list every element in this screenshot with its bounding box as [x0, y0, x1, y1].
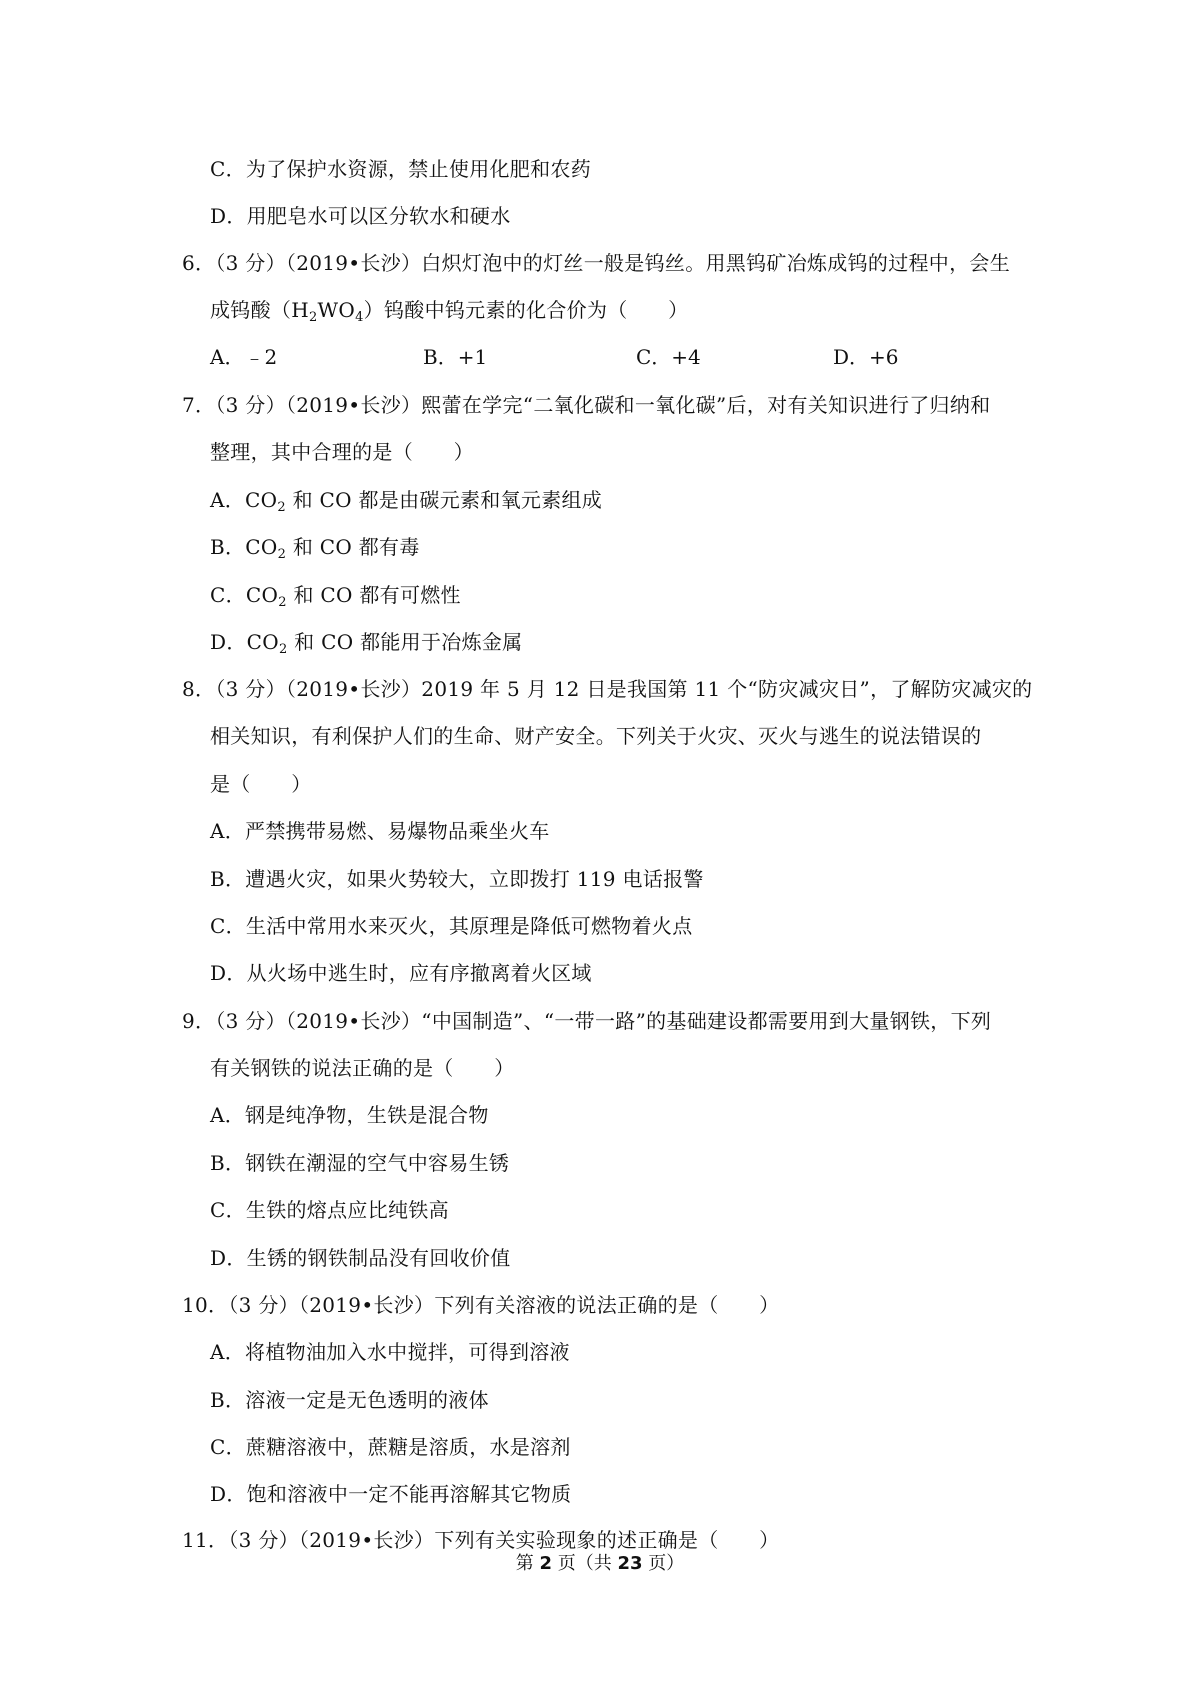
- q5-option-d: D．用肥皂水可以区分软水和硬水: [210, 204, 511, 228]
- total-page-count: 23: [617, 1553, 643, 1574]
- q10-stem-line-1: 10．（3 分）（2019•长沙）下列有关溶液的说法正确的是（ ）: [182, 1293, 780, 1317]
- q9-stem-line-1: 9．（3 分）（2019•长沙）“中国制造”、“一带一路”的基础建设都需要用到大量钢铁，下列: [182, 1009, 992, 1033]
- q8-stem-line-3: 是（ ）: [210, 772, 312, 796]
- q6-option-d: D．+6: [833, 345, 899, 369]
- q6-option-a: A．﹣2: [210, 345, 278, 369]
- q9-option-d: D．生锈的钢铁制品没有回收价值: [210, 1246, 511, 1270]
- q7-option-d: D．$CO_2$ 和 CO 都能用于冶炼金属: [210, 630, 523, 657]
- q7-option-a: A．$CO_2$ 和 CO 都是由碳元素和氧元素组成: [210, 488, 603, 515]
- q10-option-a: A．将植物油加入水中搅拌，可得到溶液: [210, 1340, 570, 1364]
- q8-stem-line-1: 8．（3 分）（2019•长沙）2019 年 5 月 12 日是我国第 11 个“防灾减灾日”，了解防灾减灾的: [182, 677, 1033, 701]
- q8-stem-line-2: 相关知识，有利保护人们的生命、财产安全。下列关于火灾、灭火与逃生的说法错误的: [210, 724, 982, 748]
- q9-stem-line-2: 有关钢铁的说法正确的是（ ）: [210, 1056, 515, 1080]
- q10-option-b: B．溶液一定是无色透明的液体: [210, 1388, 489, 1412]
- q7-stem-line-2: 整理，其中合理的是（ ）: [210, 440, 474, 464]
- q7-option-b: B．$CO_2$ 和 CO 都有毒: [210, 535, 420, 562]
- q6-options-row: [210, 344, 910, 370]
- q7-option-c: C．$CO_2$ 和 CO 都有可燃性: [210, 583, 461, 610]
- q10-option-d: D．饱和溶液中一定不能再溶解其它物质: [210, 1482, 572, 1506]
- q6-option-b: B．+1: [423, 345, 488, 369]
- q6-option-c: C．+4: [636, 345, 701, 369]
- q5-option-c: C．为了保护水资源，禁止使用化肥和农药: [210, 157, 592, 181]
- current-page-number: 2: [539, 1553, 552, 1574]
- q9-option-c: C．生铁的熔点应比纯铁高: [210, 1198, 449, 1222]
- q6-stem-line-2: 成钨酸$(H_2WO_4)$钨酸中钨元素的化合价为（ ）: [210, 298, 689, 325]
- page-footer: 第 2 页（共 23 页）: [515, 1553, 685, 1574]
- q8-option-a: A．严禁携带易燃、易爆物品乘坐火车: [210, 819, 550, 843]
- q10-option-c: C．蔗糖溶液中，蔗糖是溶质，水是溶剂: [210, 1435, 571, 1459]
- q9-option-b: B．钢铁在潮湿的空气中容易生锈: [210, 1151, 510, 1175]
- q8-option-c: C．生活中常用水来灭火，其原理是降低可燃物着火点: [210, 914, 693, 938]
- q6-stem-line-1: 6．（3 分）（2019•长沙）白炽灯泡中的灯丝一般是钨丝。用黑钨矿冶炼成钨的过程中，会生: [182, 251, 1011, 275]
- q8-option-d: D．从火场中逃生时，应有序撤离着火区域: [210, 961, 592, 985]
- q11-stem-line-1: 11．（3 分）（2019•长沙）下列有关实验现象的述正确是（ ）: [182, 1528, 780, 1552]
- q8-option-b: B．遭遇火灾，如果火势较大，立即拨打 119 电话报警: [210, 867, 704, 891]
- q7-stem-line-1: 7．（3 分）（2019•长沙）熙蕾在学完“二氧化碳和一氧化碳”后，对有关知识进行了归纳和: [182, 393, 991, 417]
- q9-option-a: A．钢是纯净物，生铁是混合物: [210, 1103, 489, 1127]
